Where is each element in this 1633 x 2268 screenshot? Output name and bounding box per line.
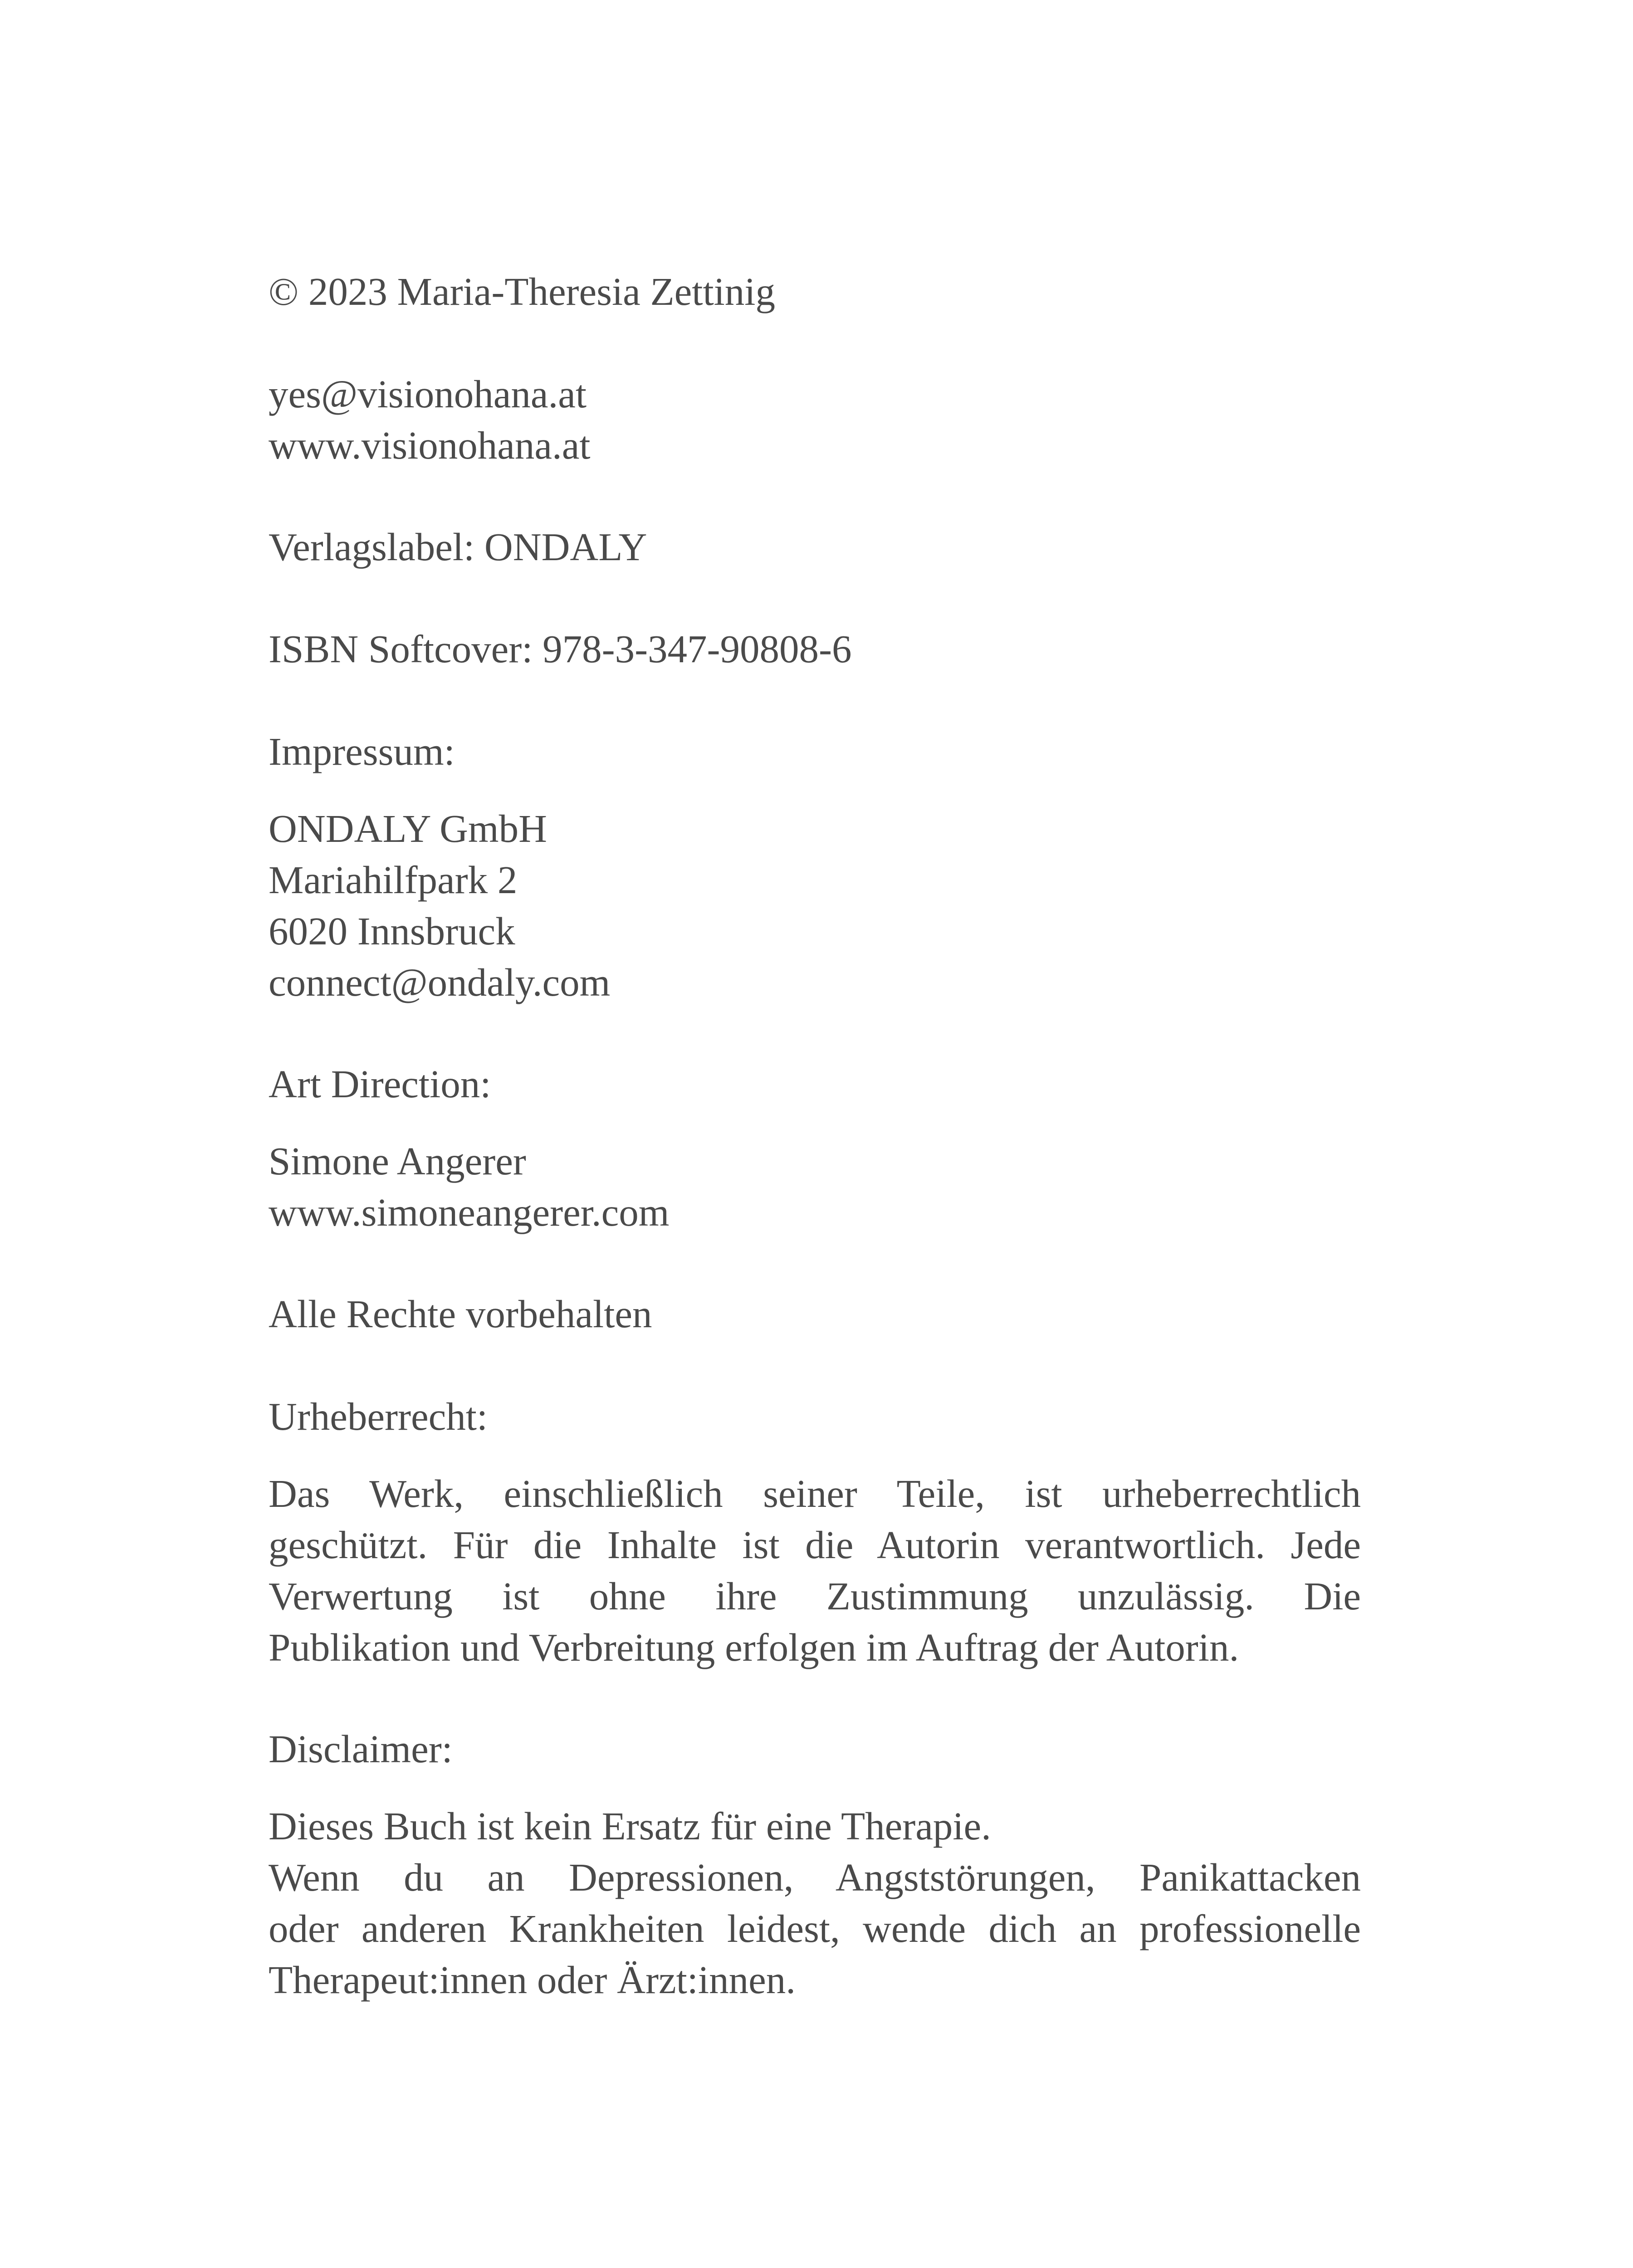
impressum-email: connect@ondaly.com [269,960,611,1004]
impressum-heading: Impressum: [269,729,455,773]
art-direction-heading: Art Direction: [269,1062,491,1106]
impressum-city: 6020 Innsbruck [269,909,515,953]
paragraph-line: Therapeut:innen oder Ärzt:innen. [269,1958,796,2002]
isbn-line: ISBN Softcover: 978-3-347-90808-6 [269,627,852,671]
impressum-company: ONDALY GmbH [269,807,547,850]
paragraph-line: oder anderen Krankheiten leidest, wende dich an professionelle [269,1906,1361,1950]
author-email: yes@visionohana.at [269,372,587,416]
author-website: www.visionohana.at [269,423,591,467]
copyright-heading: Urheberrecht: [269,1394,488,1438]
paragraph-line: Verwertung ist ohne ihre Zustimmung unzulässig. Die [269,1574,1361,1618]
disclaimer-first-line: Dieses Buch ist kein Ersatz für eine Therapie. [269,1804,991,1848]
paragraph-line: Das Werk, einschließlich seiner Teile, ist urheberrechtlich [269,1471,1361,1515]
art-direction-name: Simone Angerer [269,1139,526,1183]
rights-line: Alle Rechte vorbehalten [269,1292,652,1336]
copyright-paragraph [269,1468,1361,1673]
paragraph-line: Publikation und Verbreitung erfolgen im Auftrag der Autorin. [269,1625,1239,1669]
impressum-street: Mariahilfpark 2 [269,858,518,902]
paragraph-line: geschützt. Für die Inhalte ist die Autorin verantwortlich. Jede [269,1523,1361,1567]
paragraph-line: Wenn du an Depressionen, Angststörungen, Panikattacken [269,1855,1361,1899]
disclaimer-paragraph [269,1852,1361,2005]
publisher-label: Verlagslabel: ONDALY [269,525,647,569]
art-direction-website: www.simoneangerer.com [269,1190,670,1234]
copyright-line: © 2023 Maria-Theresia Zettinig [269,269,775,313]
disclaimer-heading: Disclaimer: [269,1727,453,1771]
